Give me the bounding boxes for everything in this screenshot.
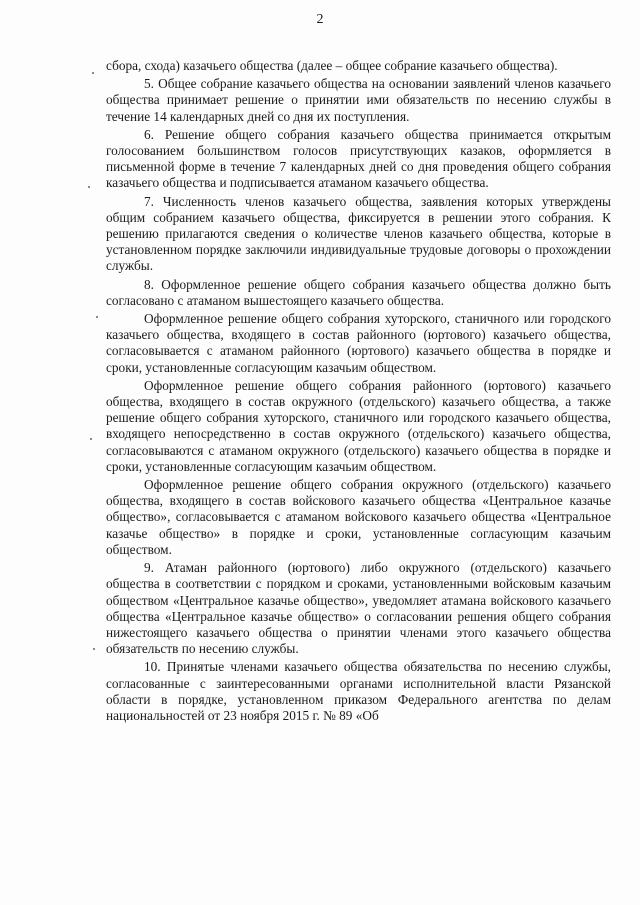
paragraph-item-8-okrug: Оформленное решение общего собрания районного (юртового) казачьего общества, входящего в состав окружного (отдельского) казачьего общества, а также решение общего собрания хуторского, станичного или городского казачьего общества, входящего непосредственно в состав окружного (отдельского) казачьего общества, согласовываются с атаманом окружного (отдельского) казачьего общества в порядке и сроки, установленные согласующим казачьим обществом. bbox=[106, 377, 611, 474]
paragraph-item-10: 10. Принятые членами казачьего общества обязательства по несению службы, согласованные с заинтересованными органами исполнительной власти Рязанской области в порядке, установленном приказом Федерального агентства по делам национальностей от 23 ноября 2015 г. № 89 «Об bbox=[106, 659, 611, 723]
scan-speck bbox=[90, 438, 92, 440]
page-number: 2 bbox=[316, 12, 324, 27]
paragraph-item-9: 9. Атаман районного (юртового) либо окружного (отдельского) казачьего общества в соответствии с порядком и сроками, установленными войсковым казачьим обществом «Центральное казачье общество», уведомляет атамана войскового казачьего общества «Центральное казачье общество» о согласовании решения общего собрания нижестоящего казачьего общества о принятии членами этого казачьего общества обязательств по несению службы. bbox=[106, 560, 611, 657]
paragraph-item-8-central: Оформленное решение общего собрания окружного (отдельского) казачьего общества, входящего в состав войскового казачьего общества «Центральное казачье общество», согласовывается с атаманом войскового казачьего общества «Центральное казачье общество» в порядке и сроки, установленные согласующим казачьим обществом. bbox=[106, 477, 611, 557]
body-text bbox=[106, 58, 611, 724]
paragraph-item-5: 5. Общее собрание казачьего общества на основании заявлений членов казачьего общества принимает решение о принятии ими обязательств по несению службы в течение 14 календарных дней со дня их поступления. bbox=[106, 76, 611, 124]
scan-speck bbox=[92, 72, 94, 74]
scan-speck bbox=[93, 648, 95, 650]
scan-speck bbox=[96, 316, 98, 318]
paragraph-item-6: 6. Решение общего собрания казачьего общества принимается открытым голосованием большинством голосов присутствующих казаков, оформляется в письменной форме в течение 7 календарных дней со дня проведения общего собрания казачьего общества и подписывается атаманом казачьего общества. bbox=[106, 126, 611, 191]
paragraph-continuation: сбора, схода) казачьего общества (далее – общее собрание казачьего общества). bbox=[106, 58, 558, 73]
paragraph-item-8-district: Оформленное решение общего собрания хуторского, станичного или городского казачьего общества, входящего в состав районного (юртового) казачьего общества, согласовывается с атаманом районного (юртового) казачьего общества в порядке и сроки, установленные согласующим казачьим обществом. bbox=[106, 311, 611, 375]
paragraph-item-7: 7. Численность членов казачьего общества, заявления которых утверждены общим собранием казачьего общества, фиксируется в решении этого собрания. К решению прилагаются сведения о количестве членов казачьего общества, которые в установленном порядке заключили индивидуальные трудовые договоры о прохождении службы. bbox=[106, 193, 611, 274]
paragraph-item-8: 8. Оформленное решение общего собрания казачьего общества должно быть согласовано с атаманом вышестоящего казачьего общества. bbox=[106, 276, 611, 308]
scan-speck bbox=[88, 186, 90, 188]
